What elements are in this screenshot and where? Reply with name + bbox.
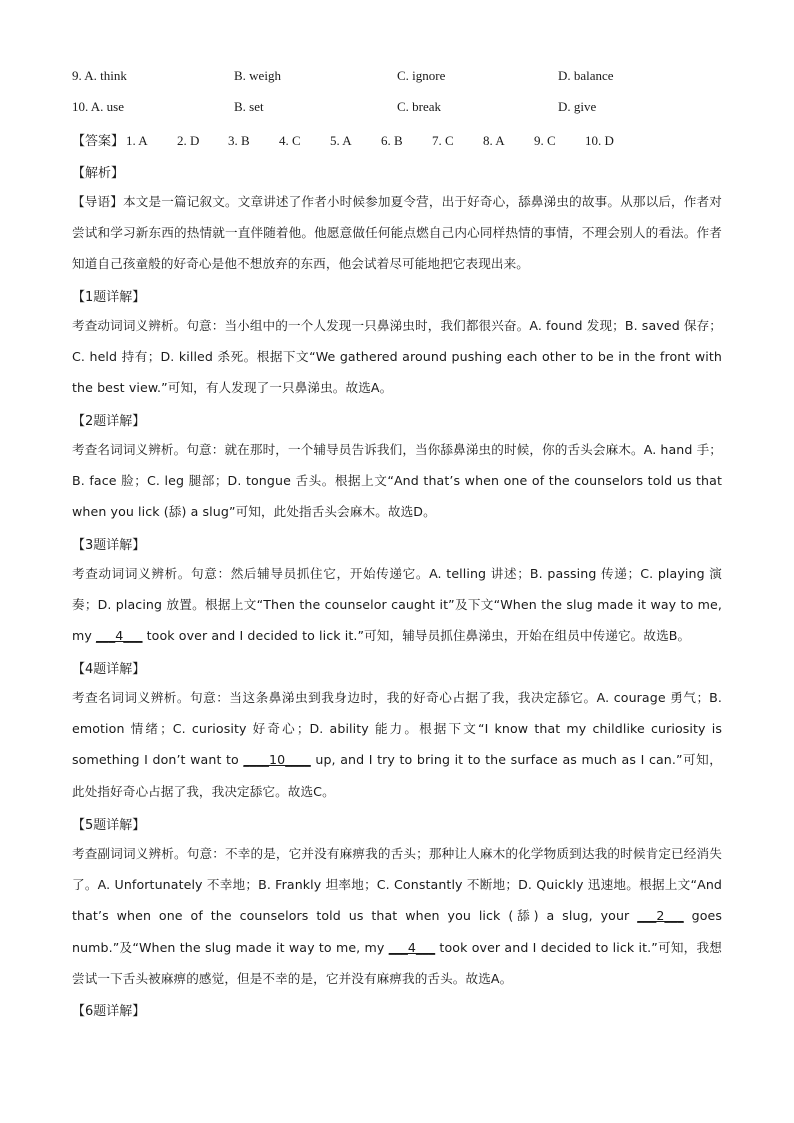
options-row-10 (72, 99, 732, 121)
answer-item: 10. D (585, 133, 614, 148)
q4-paragraph (72, 682, 722, 807)
q5-paragraph (72, 838, 722, 994)
q3-text: 考查动词词义辨析。句意：然后辅导员抓住它，开始传递它。A. telling 讲述；B. passing 传递；C. playing 演奏；D. placing 放置。根据上文“Then the counselor caught it”及下文“When the slug made it way to me, my (72, 566, 722, 644)
options-row-9 (72, 68, 732, 90)
answer-label: 【答案】 (72, 134, 125, 149)
q4-heading: 【4题详解】 (72, 662, 146, 677)
blank: ____10____ (243, 752, 311, 768)
answer-item: 9. C (534, 133, 556, 148)
answer-item: 8. A (483, 133, 505, 148)
option-b: B. weigh (234, 68, 281, 83)
option-c: C. ignore (397, 68, 446, 83)
q5-heading: 【5题详解】 (72, 818, 146, 833)
q1-heading: 【1题详解】 (72, 290, 146, 305)
q2-heading: 【2题详解】 (72, 414, 146, 429)
answer-key-row (72, 130, 614, 149)
option-c: C. break (397, 99, 442, 114)
answer-item: 4. C (279, 133, 301, 148)
answer-item: 1. A (126, 133, 148, 148)
answer-item: 3. B (228, 133, 250, 148)
blank: ___4___ (96, 628, 143, 644)
intro-paragraph: 【导语】本文是一篇记叙文。文章讲述了作者小时候参加夏令营，出于好奇心，舔鼻涕虫的故事。从那以后，作者对尝试和学习新东西的热情就一直伴随着他。他愿意做任何能点燃自己内心同样热情的事情，不理会别人的看法。作者知道自己孩童般的好奇心是他不想放弃的东西，他会试着尽可能地把它表现出来。 (72, 194, 722, 272)
q5-text: goes numb.”及“When the slug made it way to me, my (72, 908, 723, 955)
q3-text: took over and I decided to lick it.”可知，辅导员抓住鼻涕虫，开始在组员中传递它。故选B。 (142, 628, 691, 644)
option-d: D. balance (558, 68, 614, 83)
q6-heading: 【6题详解】 (72, 1004, 146, 1019)
q1-paragraph: 考查动词词义辨析。句意：当小组中的一个人发现一只鼻涕虫时，我们都很兴奋。A. found 发现；B. saved 保存；C. held 持有；D. killed 杀死。根据下文“We gathered around pushing each other to be in the front with the best view.”可知，有人发现了一只鼻涕虫。故选A。 (72, 318, 722, 396)
answer-item: 2. D (177, 133, 200, 148)
q3-heading: 【3题详解】 (72, 538, 146, 553)
q5-text: took over and I decided to lick it.”可知，我想尝试一下舌头被麻痹的感觉，但是不幸的是，它并没有麻痹我的舌头。故选A。 (72, 939, 722, 986)
option-d: D. give (558, 99, 597, 114)
answer-item: 5. A (330, 133, 352, 148)
q4-text: 考查名词词义辨析。句意：当这条鼻涕虫到我身边时，我的好奇心占据了我，我决定舔它。A. courage 勇气；B. emotion 情绪；C. curiosity 好奇心；D. ability 能力。根据下文“I know that my childlike curiosity is something I don’t want to (72, 690, 722, 768)
answer-item: 6. B (381, 133, 403, 148)
option-a: 10. A. use (72, 99, 124, 114)
blank: ___2___ (637, 908, 684, 924)
answer-item: 7. C (432, 133, 454, 148)
option-a: 9. A. think (72, 68, 127, 83)
q4-text: up, and I try to bring it to the surface as much as I can.”可知，此处指好奇心占据了我，我决定舔它。故选C。 (72, 752, 722, 799)
q5-text: 考查副词词义辨析。句意：不幸的是，它并没有麻痹我的舌头；那种让人麻木的化学物质到达我的时候肯定已经消失了。A. Unfortunately 不幸地；B. Frankly 坦率地；C. Constantly 不断地；D. Quickly 迅速地。根据上文“And that’s when one of the counselors told us that when you lick (舔) a slug, your (72, 846, 722, 924)
q2-paragraph: 考查名词词义辨析。句意：就在那时，一个辅导员告诉我们，当你舔鼻涕虫的时候，你的舌头会麻木。A. hand 手；B. face 脸；C. leg 腿部；D. tongue 舌头。根据上文“And that’s when one of the counselors told us that when you lick (舔) a slug”可知，此处指舌头会麻木。故选D。 (72, 442, 722, 520)
option-b: B. set (234, 99, 264, 114)
blank: ___4___ (388, 939, 436, 955)
analysis-label: 【解析】 (72, 166, 125, 181)
q3-paragraph (72, 558, 722, 652)
